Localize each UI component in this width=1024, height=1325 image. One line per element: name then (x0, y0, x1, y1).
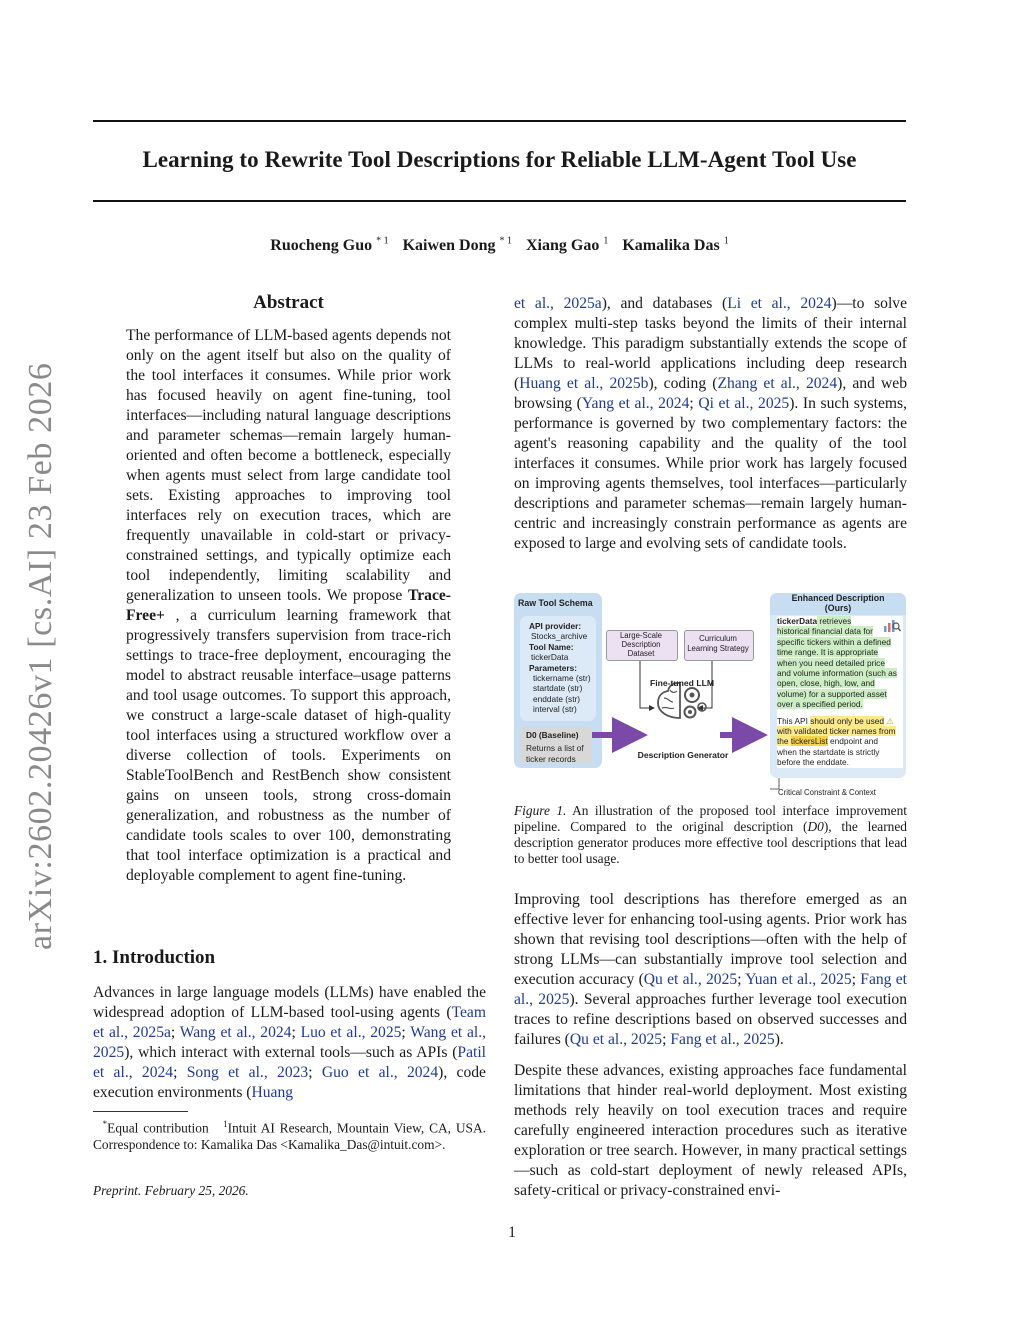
abstract-heading: Abstract (253, 292, 324, 313)
figure-1 (512, 590, 908, 800)
finetuned-llm-label: Fine-tuned LLM (650, 678, 714, 688)
citation-link[interactable]: Yuan et al., 2025 (745, 971, 852, 988)
section-heading-introduction: 1. Introduction (93, 947, 216, 968)
citation-link[interactable]: Guo et al., 2024 (321, 1064, 439, 1081)
citation-link[interactable]: Yang et al., 2024 (581, 395, 690, 412)
title-bottom-rule (93, 200, 906, 202)
d0-baseline: D0 (Baseline) Returns a list of ticker records (526, 730, 584, 764)
citation-link[interactable]: Fang et al., 2025 (514, 971, 908, 1008)
citation-link[interactable]: et al., 2025a (514, 295, 602, 312)
citation-link[interactable]: Huang (251, 1084, 294, 1101)
citation-link[interactable]: Huang et al., 2025b (519, 375, 649, 392)
citation-link[interactable]: Wang et al., 2024 (179, 1024, 292, 1041)
preprint-note: Preprint. February 25, 2026. (93, 1183, 249, 1198)
intro-paragraph-2: Improving tool descriptions has therefore emerged as an effective lever for enhancing tool-using agents. Prior work has shown that revising tool descriptions—often with the help of strong LLMs—can substantially improve tool selection and execution accuracy (Qu et al., 2025; Yuan et al., 2025; Fang et al., 2025). Several approaches further leverage tool execution traces to refine descriptions based on observed successes and failures (Qu et al., 2025; Fang et al., 2025). (514, 891, 908, 1048)
citation-link[interactable]: Li et al., 2024 (727, 295, 832, 312)
figure-1-caption: Figure 1. An illustration of the proposed tool interface improvement pipeline. Compared to the original description (D0), the learned description generator produces more effective tool descriptions that lead to better tool usage. (514, 803, 907, 866)
footnote: *Equal contribution $^1$Intuit AI Research, Mountain View, CA, USA. Correspondence to: Kamalika Das <Kamalika_Das@intuit.com>. (93, 1119, 486, 1153)
citation-link[interactable]: Luo et al., 2025 (300, 1024, 402, 1041)
chart-magnifier-icon (883, 618, 901, 639)
raw-schema-title: Raw Tool Schema (518, 598, 593, 608)
warning-icon: ⚠ (886, 715, 894, 726)
footnote-rule (93, 1111, 188, 1112)
citation-link[interactable]: Patil et al., 2024 (93, 1044, 486, 1081)
author-3: Xiang Gao $^1$ (526, 236, 609, 255)
intro-paragraph-1-continued: et al., 2025a), and databases (Li et al., 2024)—to solve complex multi-step tasks beyond the limits of their internal knowledge. This paradigm substantially extends the scope of LLMs to real-world applications including deep research (Huang et al., 2025b), coding (Zhang et al., 2024), and web browsing (Yang et al., 2024; Qi et al., 2025). In such systems, performance is governed by two complementary factors: the agent's reasoning capability and the quality of the tool interfaces it consumes. While prior work has largely focused on improving agents themselves, tool interfaces—particularly descriptions and parameter schemas—remain largely human-centric and increasingly constrain performance as agents are exposed to large and evolving sets of candidate tools. (514, 295, 908, 552)
intro-paragraph-1: Advances in large language models (LLMs) have enabled the widespread adoption of LLM-based tool-using agents (Team et al., 2025a; Wang et al., 2024; Luo et al., 2025; Wang et al., 2025), which interact with external tools—such as APIs (Patil et al., 2024; Song et al., 2023; Guo et al., 2024), code execution environments (Huang (93, 984, 487, 1101)
citation-link[interactable]: Zhang et al., 2024 (717, 375, 838, 392)
description-generator-label: Description Generator (637, 750, 729, 760)
citation-link[interactable]: Song et al., 2023 (186, 1064, 309, 1081)
author-list (93, 236, 906, 255)
method-name: Trace-Free+ (126, 587, 451, 624)
page-number: 1 (508, 1224, 516, 1241)
author-4: Kamalika Das $^1$ (622, 236, 729, 255)
abstract-body: The performance of LLM-based agents depends not only on the agent itself but also on the quality of the tool interfaces it consumes. While prior work has focused heavily on agent fine-tuning, tool interfaces—including natural language descriptions and parameter schemas—remain largely human-oriented and often become a bottleneck, especially when agents must select from large candidate tool sets. Existing approaches to improving tool interfaces rely on execution traces, which are frequently unavailable in cold-start or privacy-constrained settings, and typically optimize each tool independently, limiting scalability and generalization to unseen tools. We propose Trace-Free+ , a curriculum learning framework that progressively transfers supervision from trace-rich settings to trace-free deployment, encouraging the model to abstract reusable interface–usage patterns and tool usage outcomes. To support this approach, we construct a large-scale dataset of high-quality tool interfaces using a structured workflow over a diverse collection of tools. Experiments on StableToolBench and RestBench show consistent gains on unseen tools, strong cross-domain generalization, and robustness as the number of candidate tools scales to over 100, demonstrating that tool interface optimization is a practical and deployable complement to agent fine-tuning. (126, 327, 451, 884)
dataset-label: Large-Scale Description Dataset (619, 631, 663, 658)
citation-link[interactable]: Qu et al., 2025 (569, 1031, 663, 1048)
citation-link[interactable]: Qi et al., 2025 (698, 395, 790, 412)
paper-title: Learning to Rewrite Tool Descriptions for Reliable LLM-Agent Tool Use (142, 147, 857, 172)
intro-paragraph-3: Despite these advances, existing approaches face fundamental limitations that hinder real-world deployment. Most existing methods rely heavily on tool execution traces and require carefully engineered interaction procedures such as iterative exploration or tree search. However, in many practical settings—such as cold-start deployment of newly released APIs, safety-critical or privacy-constrained envi- (514, 1062, 907, 1199)
author-2: Kaiwen Dong $^{* 1}$ (402, 236, 512, 255)
author-1: Ruocheng Guo $^{* 1}$ (270, 236, 389, 255)
citation-link[interactable]: Team et al., 2025a (93, 1004, 486, 1041)
arxiv-watermark: arXiv:2602.20426v1 [cs.AI] 23 Feb 2026 (22, 362, 59, 950)
critical-constraint-label: Critical Constraint & Context (778, 788, 876, 797)
curriculum-label: Curriculum Learning Strategy (687, 634, 749, 653)
citation-link[interactable]: Qu et al., 2025 (643, 971, 738, 988)
citation-link[interactable]: Wang et al., 2025 (93, 1024, 487, 1061)
enhanced-text: tickerData retrieves historical financial data for specific tickers within a defined time range. It is appropriate when you need detailed price and volume information (such as open, close, high, low, and volume) for a supported asset over a specified period. This API should only be used ⚠ with validated ticker names from the tickersList endpoint and when the startdate is strictly before the enddate. (777, 616, 903, 768)
top-rule (93, 120, 906, 122)
schema-fields: API provider: Stocks_archive Tool Name: tickerData Parameters: tickername (str) startdate (str) enddate (str) interval (str) (529, 621, 591, 715)
enhanced-title: Enhanced Description (Ours) (791, 593, 885, 613)
citation-link[interactable]: Fang et al., 2025 (670, 1031, 775, 1048)
